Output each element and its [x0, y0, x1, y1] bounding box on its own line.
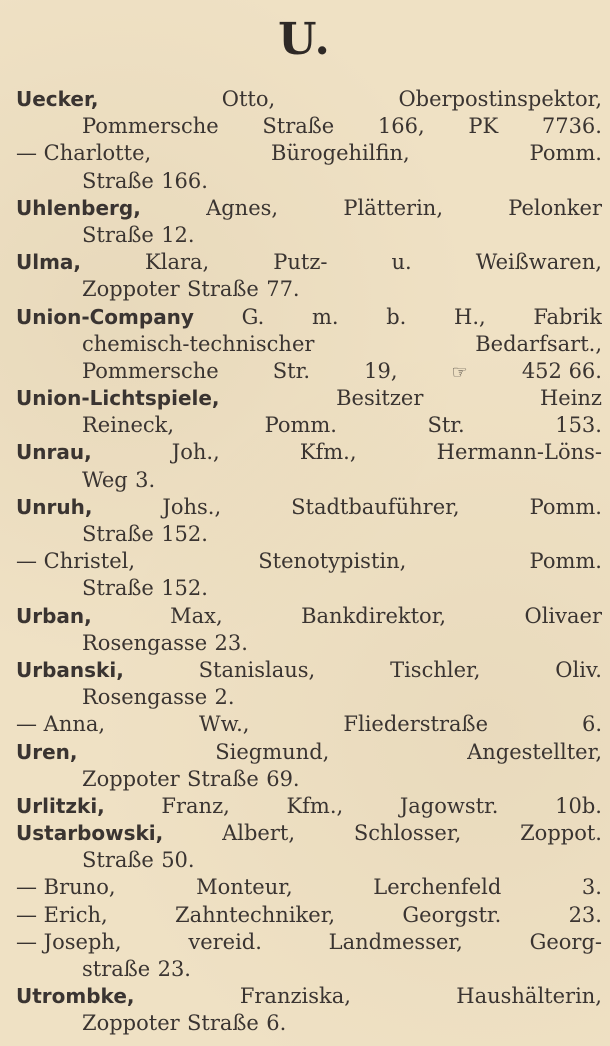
entry-first-line [16, 140, 602, 167]
entry-text: — Joseph, [16, 929, 122, 954]
entry-text: Lerchenfeld [373, 875, 502, 900]
entry-text: 19, [364, 358, 398, 383]
directory-entry [16, 439, 602, 493]
entry-surname: Unrau, [16, 440, 92, 465]
entry-first-line [16, 820, 602, 847]
entry-surname: Ustarbowski, [16, 821, 164, 846]
entry-text: Haushälterin, [456, 984, 602, 1009]
entry-text: straße [82, 957, 151, 981]
entry-text: 452 66. [521, 358, 602, 383]
entry-surname: Union-Lichtspiele, [16, 386, 220, 411]
entry-text: vereid. [188, 929, 262, 954]
entry-text: Reineck, [82, 413, 175, 438]
entry-text: u. [391, 250, 412, 275]
entry-surname: Utrombke, [16, 984, 135, 1009]
entry-continuation-line [16, 956, 602, 983]
entry-text: 166, [377, 114, 425, 139]
entry-text: 6. [266, 1011, 287, 1036]
entry-text: Zoppoter [82, 1011, 180, 1036]
entry-text: Johs., [162, 494, 222, 519]
entry-continuation-line [16, 358, 602, 385]
entry-text: Heinz [539, 386, 602, 411]
entry-text: G. [241, 304, 265, 329]
entry-first-line [16, 385, 602, 412]
directory-entry [16, 140, 602, 194]
entry-text: 166. [161, 168, 208, 193]
entry-first-line [16, 902, 602, 929]
entry-text: Jagowstr. [399, 793, 499, 818]
entry-text: 153. [555, 413, 602, 438]
entry-surname: Uhlenberg, [16, 195, 141, 220]
entry-text: Joh., [171, 440, 220, 465]
entry-text: m. [311, 304, 339, 329]
entry-text: Zoppoter [82, 277, 180, 302]
entry-first-line [16, 195, 602, 222]
entry-text: Max, [170, 603, 223, 628]
entry-text: Bankdirektor, [301, 603, 447, 628]
entry-text: Straße [82, 576, 154, 601]
entry-continuation-line [16, 521, 602, 548]
entry-text: Straße [187, 277, 259, 302]
entry-first-line [16, 874, 602, 901]
directory-entry [16, 385, 602, 439]
entry-text: Zahntechniker, [174, 902, 336, 927]
entry-text: Monteur, [196, 875, 293, 900]
entry-text: 7736. [541, 114, 602, 139]
entry-text: Pomm. [264, 413, 337, 438]
entry-text: Weißwaren, [475, 250, 602, 275]
entry-text: 23. [214, 630, 248, 655]
entry-surname: Uecker, [16, 87, 99, 111]
entry-first-line [16, 548, 602, 575]
entry-continuation-line [16, 684, 602, 711]
entry-text: 10b. [555, 793, 602, 818]
entry-text: Oberpostinspektor, [398, 87, 602, 111]
entry-first-line [16, 739, 602, 766]
directory-entry [16, 983, 602, 1037]
entry-text: Zoppot. [520, 821, 602, 846]
entry-text: Olivaer [524, 603, 602, 628]
entry-text: 3. [581, 875, 602, 900]
entry-surname: Urlitzki, [16, 793, 105, 818]
entry-text: Rosengasse [82, 630, 208, 655]
entry-text: b. [386, 304, 407, 329]
entry-surname: Unruh, [16, 494, 93, 519]
entry-text: Straße [262, 114, 335, 139]
entry-text: Straße [187, 766, 259, 791]
entry-text: Kfm., [286, 793, 344, 818]
entry-text: Pomm. [529, 494, 602, 519]
entry-surname: Union-Company [16, 304, 194, 329]
directory-entry [16, 739, 602, 793]
entry-first-line [16, 439, 602, 466]
entry-text: Plätterin, [343, 195, 444, 220]
directory-entry [16, 249, 602, 303]
directory-entry [16, 86, 602, 140]
entry-first-line [16, 983, 602, 1010]
entry-continuation-line [16, 766, 602, 793]
entry-text: Georgstr. [402, 902, 502, 927]
entry-first-line [16, 249, 602, 276]
directory-entry [16, 793, 602, 820]
entry-text: Pommersche [82, 114, 219, 139]
entry-text: Klara, [145, 250, 210, 275]
entry-text: — Erich, [16, 902, 108, 927]
entry-text: Stadtbauführer, [291, 494, 460, 519]
entry-continuation-line [16, 575, 602, 602]
entry-text: chemisch-technischer [82, 331, 315, 356]
entry-text: 2. [214, 685, 235, 710]
entry-text: PK [468, 114, 499, 139]
entry-text: Hermann-Löns- [436, 440, 602, 465]
entry-surname: Ulma, [16, 250, 82, 275]
directory-entry [16, 494, 602, 548]
entry-text: Pomm. [529, 141, 602, 166]
entry-text: Georg- [529, 929, 602, 954]
directory-entry [16, 548, 602, 602]
entry-continuation-line [16, 1010, 602, 1037]
entry-text: 23. [157, 957, 191, 981]
entry-first-line [16, 793, 602, 820]
entry-text: Rosengasse [82, 685, 208, 710]
entry-first-line [16, 657, 602, 684]
entry-text: Franz, [161, 793, 230, 818]
entry-text: Agnes, [206, 195, 279, 220]
entry-text: Zoppoter [82, 766, 180, 791]
entry-continuation-line [16, 168, 602, 195]
entry-first-line [16, 603, 602, 630]
directory-entry [16, 902, 602, 929]
entry-text: 69. [266, 766, 300, 791]
entry-first-line [16, 711, 602, 738]
entry-text: 6. [581, 712, 602, 737]
entry-text: Weg [82, 467, 128, 492]
entry-text: Bürogehilfin, [271, 141, 410, 166]
entry-continuation-line [16, 412, 602, 439]
telephone-icon: ☞ [451, 361, 468, 383]
entry-text: Str. [427, 413, 465, 438]
entry-text: H., [454, 304, 486, 329]
entry-continuation-line [16, 630, 602, 657]
entry-text: Schlosser, [353, 821, 462, 846]
entry-text: Besitzer [336, 386, 424, 411]
directory-entry [16, 929, 602, 983]
entry-text: Stenotypistin, [258, 549, 407, 574]
entry-text: Str. [272, 358, 311, 383]
entry-text: Pomm. [529, 549, 602, 574]
entry-text: Kfm., [299, 440, 357, 465]
entry-text: — Charlotte, [16, 141, 152, 166]
entry-text: Siegmund, [215, 739, 330, 764]
entry-text: 50. [161, 848, 195, 873]
entry-continuation-line [16, 276, 602, 303]
entry-first-line [16, 86, 602, 113]
entry-text: 12. [161, 222, 195, 247]
entry-text: Straße [82, 848, 154, 873]
entry-text: Landmesser, [328, 929, 463, 954]
entry-text: Angestellter, [467, 739, 602, 764]
entry-surname: Uren, [16, 739, 78, 764]
entry-text: Fliederstraße [343, 712, 488, 737]
entry-continuation-line [16, 222, 602, 249]
entry-text: 152. [161, 522, 208, 546]
directory-entry [16, 711, 602, 738]
entry-surname: Urban, [16, 603, 92, 628]
entry-first-line [16, 304, 602, 331]
entry-text: Fabrik [533, 304, 602, 329]
directory-entry [16, 603, 602, 657]
entry-text: Ww., [199, 712, 250, 737]
entry-first-line [16, 494, 602, 521]
directory-entry [16, 874, 602, 901]
entry-continuation-line [16, 467, 602, 494]
entry-text: Straße [187, 1011, 259, 1036]
entry-text: 3. [135, 467, 156, 492]
entry-text: 77. [266, 277, 300, 302]
directory-entry [16, 657, 602, 711]
entry-list [16, 86, 602, 1038]
entry-text: — Christel, [16, 549, 136, 574]
entry-text: Stanislaus, [198, 657, 316, 682]
section-heading: U. [278, 14, 332, 65]
entry-text: Pelonker [508, 195, 602, 220]
entry-text: Franziska, [239, 984, 351, 1009]
entry-text: Albert, [222, 821, 295, 846]
entry-text: Pommersche [82, 358, 219, 383]
entry-text: Oliv. [555, 657, 602, 682]
entry-text: Bedarfsart., [475, 331, 602, 356]
directory-entry [16, 820, 602, 874]
directory-entry [16, 304, 602, 386]
entry-text: Straße [82, 168, 154, 193]
entry-text: Otto, [221, 87, 276, 111]
entry-continuation-line [16, 847, 602, 874]
entry-text: — Anna, [16, 712, 106, 737]
entry-continuation-line [16, 331, 602, 358]
entry-first-line [16, 929, 602, 956]
entry-text: Straße [82, 522, 154, 546]
entry-continuation-line [16, 113, 602, 140]
entry-text: 23. [568, 902, 602, 927]
entry-surname: Urbanski, [16, 657, 124, 682]
entry-text: Putz- [273, 250, 328, 275]
directory-entry [16, 195, 602, 249]
entry-text: Tischler, [390, 657, 481, 682]
entry-text: — Bruno, [16, 875, 116, 900]
entry-text: Straße [82, 222, 154, 247]
entry-text: 152. [161, 576, 208, 601]
